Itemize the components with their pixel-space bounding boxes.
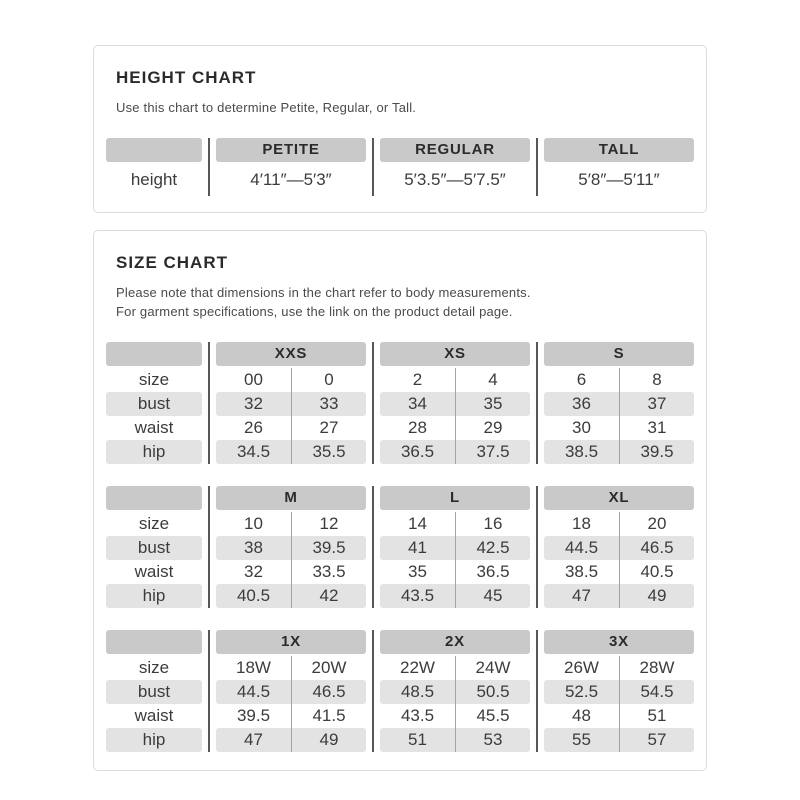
row-label-size: size [138,369,170,389]
value-cell: 0 [291,368,366,392]
size-group-xxs [216,342,366,464]
value-cell: 16 [455,512,530,536]
column-divider [372,486,374,608]
label-column [106,342,202,464]
row-label-hip: hip [106,584,202,608]
column-header-xl: XL [544,486,694,510]
value-grid [544,656,694,752]
value-cell: 39.5 [236,705,271,725]
value-cell: 26W [564,657,599,677]
label-column [106,486,202,608]
height-group-petite [216,138,366,196]
value-cell: 52.5 [544,680,619,704]
value-cell: 00 [244,369,263,389]
value-cell: 44.5 [544,536,619,560]
column-header-regular: REGULAR [380,138,530,162]
row-label-waist: waist [134,705,174,725]
height-value-regular: 5′3.5″—5′7.5″ [404,169,506,189]
column-header-1x: 1X [216,630,366,654]
size-group-m [216,486,366,608]
value-cell: 10 [244,513,263,533]
value-cell: 12 [291,512,366,536]
size-group-xl [544,486,694,608]
value-grid [380,368,530,464]
column-divider [536,486,538,608]
height-chart-card [93,45,707,213]
value-cell: 47 [216,728,291,752]
value-cell: 36.5 [380,440,455,464]
row-label-height: height [130,169,178,189]
row-label-size: size [138,657,170,677]
value-cell: 37.5 [455,440,530,464]
value-cell: 44.5 [216,680,291,704]
size-group-1x [216,630,366,752]
column-divider [536,342,538,464]
value-cell: 20W [291,656,366,680]
corner-chip [106,342,202,366]
value-cell: 38 [216,536,291,560]
value-cell: 22W [400,657,435,677]
value-cell: 4 [455,368,530,392]
value-cell: 35 [408,561,427,581]
column-header-m: M [216,486,366,510]
height-value-petite: 4′11″—5′3″ [250,169,332,189]
column-header-2x: 2X [380,630,530,654]
size-group-xs [380,342,530,464]
value-cell: 28 [408,417,427,437]
column-header-s: S [544,342,694,366]
value-cell: 45 [455,584,530,608]
corner-chip [106,138,202,162]
height-group-regular [380,138,530,196]
value-grid [216,656,366,752]
value-grid [216,368,366,464]
value-grid [216,512,366,608]
value-cell: 27 [291,416,366,440]
corner-chip [106,630,202,654]
column-divider [372,138,374,196]
value-cell: 33.5 [291,560,366,584]
corner-chip [106,486,202,510]
row-label-waist: waist [134,561,174,581]
value-cell: 51 [380,728,455,752]
size-group-3x [544,630,694,752]
row-label-hip: hip [106,440,202,464]
row-label-hip: hip [106,728,202,752]
size-group-l [380,486,530,608]
value-cell: 46.5 [291,680,366,704]
column-divider [372,630,374,752]
size-chart-note [116,284,684,322]
value-cell: 30 [572,417,591,437]
value-cell: 39.5 [291,536,366,560]
column-header-petite: PETITE [216,138,366,162]
value-cell: 48 [572,705,591,725]
value-cell: 36 [544,392,619,416]
row-label-bust: bust [106,536,202,560]
label-column [106,630,202,752]
value-cell: 51 [619,704,694,728]
value-cell: 42 [291,584,366,608]
value-cell: 54.5 [619,680,694,704]
value-cell: 36.5 [455,560,530,584]
value-cell: 47 [544,584,619,608]
height-label-column [106,138,202,196]
column-divider [372,342,374,464]
value-cell: 24W [455,656,530,680]
value-cell: 45.5 [455,704,530,728]
column-divider [536,630,538,752]
value-cell: 31 [619,416,694,440]
value-cell: 32 [244,561,263,581]
value-cell: 35 [455,392,530,416]
column-divider [208,342,210,464]
column-header-tall: TALL [544,138,694,162]
column-divider [536,138,538,196]
value-grid [544,368,694,464]
value-cell: 49 [619,584,694,608]
column-header-l: L [380,486,530,510]
column-divider [208,630,210,752]
column-header-xs: XS [380,342,530,366]
row-label-bust: bust [106,680,202,704]
value-cell: 42.5 [455,536,530,560]
value-cell: 34 [380,392,455,416]
value-cell: 32 [216,392,291,416]
value-cell: 38.5 [544,440,619,464]
column-header-3x: 3X [544,630,694,654]
row-label-bust: bust [106,392,202,416]
size-table-xxs-xs-s [106,342,694,464]
size-table-1x-2x-3x [106,630,694,752]
height-chart-title: HEIGHT CHART [116,68,257,87]
value-cell: 6 [576,369,587,389]
value-cell: 40.5 [619,560,694,584]
size-chart-note-line1: Please note that dimensions in the chart refer to body measurements. [116,284,531,300]
height-table [106,138,694,196]
size-chart-title: SIZE CHART [116,252,228,272]
value-cell: 39.5 [619,440,694,464]
value-cell: 55 [544,728,619,752]
value-cell: 40.5 [216,584,291,608]
height-chart-subtitle: Use this chart to determine Petite, Regular, or Tall. [116,100,417,115]
value-cell: 18 [572,513,591,533]
value-cell: 50.5 [455,680,530,704]
value-cell: 8 [619,368,694,392]
value-cell: 43.5 [400,705,435,725]
column-divider [208,486,210,608]
value-cell: 2 [412,369,423,389]
row-label-size: size [138,513,170,533]
height-group-tall [544,138,694,196]
size-group-2x [380,630,530,752]
value-cell: 46.5 [619,536,694,560]
size-group-s [544,342,694,464]
value-cell: 53 [455,728,530,752]
column-divider [208,138,210,196]
value-grid [544,512,694,608]
value-cell: 28W [619,656,694,680]
value-cell: 29 [455,416,530,440]
value-cell: 43.5 [380,584,455,608]
column-header-xxs: XXS [216,342,366,366]
row-label-waist: waist [134,417,174,437]
value-cell: 41 [380,536,455,560]
value-cell: 37 [619,392,694,416]
value-cell: 57 [619,728,694,752]
value-cell: 34.5 [216,440,291,464]
value-cell: 33 [291,392,366,416]
value-cell: 26 [244,417,263,437]
value-grid [380,512,530,608]
value-cell: 35.5 [291,440,366,464]
size-table-m-l-xl [106,486,694,608]
value-cell: 20 [619,512,694,536]
value-cell: 14 [408,513,427,533]
height-value-tall: 5′8″—5′11″ [578,169,660,189]
value-cell: 49 [291,728,366,752]
value-cell: 48.5 [380,680,455,704]
size-chart-card [93,230,707,771]
value-cell: 38.5 [564,561,599,581]
value-grid [380,656,530,752]
size-chart-note-line2: For garment specifications, use the link on the product detail page. [116,303,513,319]
value-cell: 41.5 [291,704,366,728]
value-cell: 18W [236,657,271,677]
